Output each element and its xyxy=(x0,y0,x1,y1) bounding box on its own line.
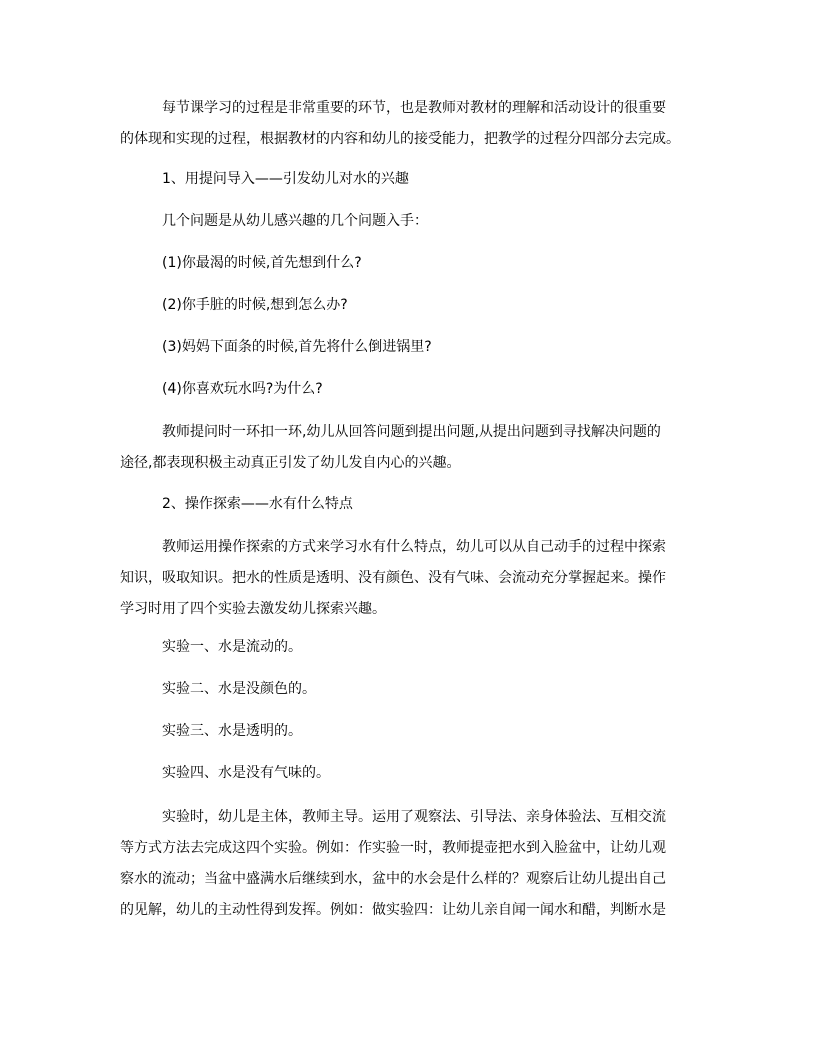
text-line: 的见解，幼儿的主动性得到发挥。例如：做实验四：让幼儿亲自闻一闻水和醋，判断水是 xyxy=(120,902,666,918)
paragraph-intro xyxy=(120,93,706,155)
text-line: 1、用提问导入——引发幼儿对水的兴趣 xyxy=(162,171,409,187)
text-line: 实验二、水是没颜色的。 xyxy=(162,681,316,697)
paragraph-questions-summary xyxy=(120,417,706,479)
text-line: 2、操作探索——水有什么特点 xyxy=(162,496,353,512)
section-1-heading xyxy=(120,164,706,195)
text-line: 实验四、水是没有气味的。 xyxy=(162,765,330,781)
text-line: 每节课学习的过程是非常重要的环节，也是教师对教材的理解和活动设计的很重要 xyxy=(162,100,666,116)
section-2-heading xyxy=(120,489,706,520)
question-3 xyxy=(120,332,706,363)
text-line: 途径,都表现积极主动真正引发了幼儿发自内心的兴趣。 xyxy=(120,455,461,471)
experiment-3 xyxy=(120,716,706,747)
experiment-2 xyxy=(120,674,706,705)
experiment-1 xyxy=(120,632,706,663)
text-line: 学习时用了四个实验去激发幼儿探索兴趣。 xyxy=(120,601,386,617)
text-line: 的体现和实现的过程，根据教材的内容和幼儿的接受能力，把教学的过程分四部分去完成。 xyxy=(120,131,680,147)
experiment-4 xyxy=(120,758,706,789)
paragraph-experiment-method xyxy=(120,802,706,926)
text-line: 知识，吸取知识。把水的性质是透明、没有颜色、没有气味、会流动充分掌握起来。操作 xyxy=(120,570,666,586)
text-line: (1)你最渴的时候,首先想到什么? xyxy=(162,255,362,271)
text-line: 教师运用操作探索的方式来学习水有什么特点，幼儿可以从自己动手的过程中探索 xyxy=(162,539,666,555)
question-1 xyxy=(120,248,706,279)
text-line: 几个问题是从幼儿感兴趣的几个问题入手： xyxy=(162,213,428,229)
text-line: (4)你喜欢玩水吗?为什么? xyxy=(162,381,323,397)
text-line: (2)你手脏的时候,想到怎么办? xyxy=(162,297,348,313)
paragraph-section-2-body xyxy=(120,532,706,625)
text-line: (3)妈妈下面条的时候,首先将什么倒进锅里? xyxy=(162,339,432,355)
paragraph-questions-intro xyxy=(120,206,706,237)
text-line: 察水的流动；当盆中盛满水后继续到水，盆中的水会是什么样的？观察后让幼儿提出自己 xyxy=(120,871,666,887)
question-2 xyxy=(120,290,706,321)
text-line: 实验三、水是透明的。 xyxy=(162,723,302,739)
text-line: 教师提问时一环扣一环,幼儿从回答问题到提出问题,从提出问题到寻找解决问题的 xyxy=(162,424,661,440)
text-line: 实验一、水是流动的。 xyxy=(162,639,302,655)
text-line: 等方式方法去完成这四个实验。例如：作实验一时，教师提壶把水到入脸盆中，让幼儿观 xyxy=(120,840,666,856)
text-line: 实验时，幼儿是主体，教师主导。运用了观察法、引导法、亲身体验法、互相交流 xyxy=(162,809,666,825)
question-4 xyxy=(120,374,706,405)
